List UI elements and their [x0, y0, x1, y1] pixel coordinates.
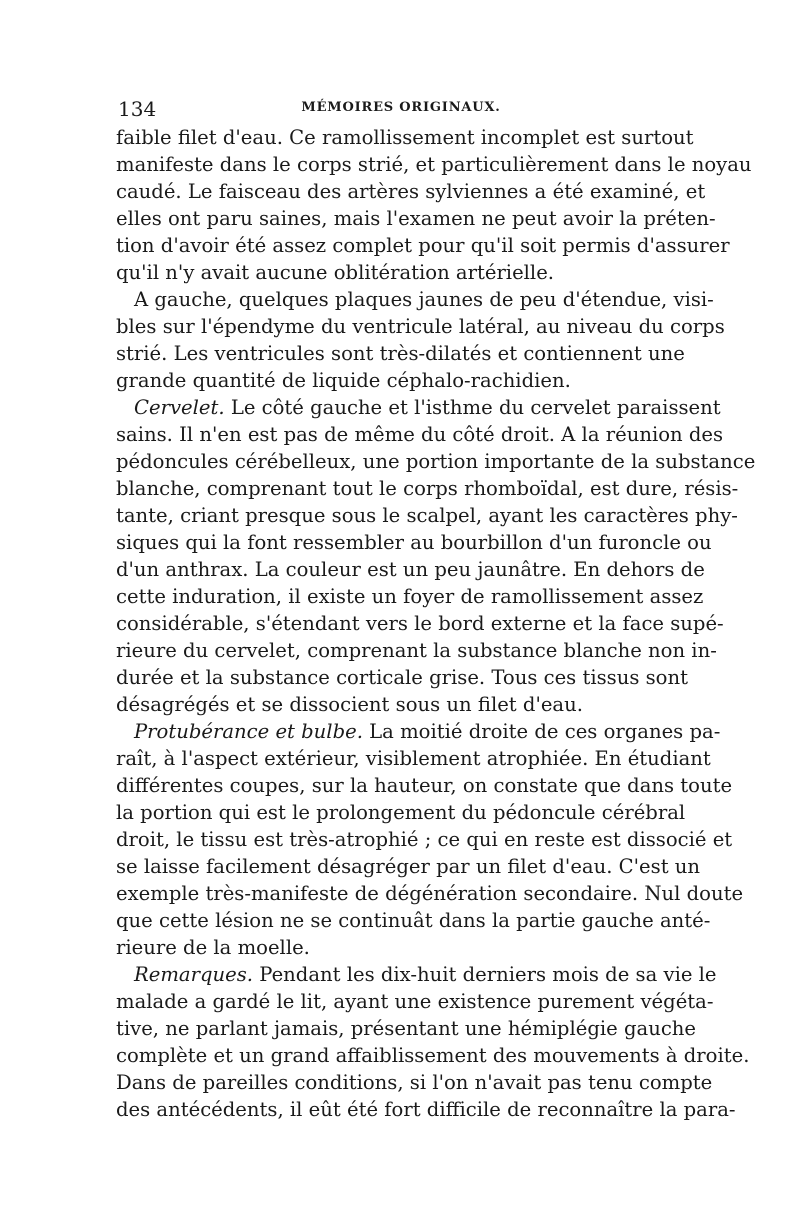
text-line: tive, ne parlant jamais, présentant une hémiplégie gauche — [116, 1017, 697, 1040]
section-heading-protuberance: Protubérance et bulbe. — [134, 720, 363, 743]
text-line: rieure du cervelet, comprenant la substance blanche non in- — [116, 639, 717, 662]
text-line: exemple très-manifeste de dégénération secondaire. Nul doute — [116, 882, 744, 905]
text-line: droit, le tissu est très-atrophié ; ce qui en reste est dissocié et — [116, 828, 733, 851]
text-line: désagrégés et se dissocient sous un filet d'eau. — [116, 693, 583, 716]
text-line: bles sur l'épendyme du ventricule latéral, au niveau du corps — [116, 315, 725, 338]
text-line: tion d'avoir été assez complet pour qu'il soit permis d'assurer — [116, 234, 730, 257]
text-line: raît, à l'aspect extérieur, visiblement atrophiée. En étudiant — [116, 747, 711, 770]
text-line: se laisse facilement désagréger par un filet d'eau. C'est un — [116, 855, 701, 878]
text-line: rieure de la moelle. — [116, 936, 310, 959]
section-heading-cervelet: Cervelet. — [134, 396, 225, 419]
text-line: des antécédents, il eût été fort difficile de reconnaître la para- — [116, 1098, 736, 1121]
text-line: que cette lésion ne se continuât dans la partie gauche anté- — [116, 909, 711, 932]
text-line: caudé. Le faisceau des artères sylviennes a été examiné, et — [116, 180, 706, 203]
text-line: siques qui la font ressembler au bourbillon d'un furoncle ou — [116, 531, 712, 554]
text-line: blanche, comprenant tout le corps rhomboïdal, est dure, résis- — [116, 477, 739, 500]
text-line: malade a gardé le lit, ayant une existence purement végéta- — [116, 990, 714, 1013]
text-line: complète et un grand affaiblissement des mouvements à droite. — [116, 1044, 750, 1067]
text-line-content: Pendant les dix-huit derniers mois de sa vie le — [253, 963, 717, 986]
text-line: manifeste dans le corps strié, et particulièrement dans le noyau — [116, 153, 752, 176]
running-title: MÉMOIRES ORIGINAUX. — [301, 100, 501, 115]
text-line: d'un anthrax. La couleur est un peu jaunâtre. En dehors de — [116, 558, 705, 581]
text-line: sains. Il n'en est pas de même du côté droit. A la réunion des — [116, 423, 724, 446]
text-line-content: La moitié droite de ces organes pa- — [362, 720, 721, 743]
text-line: Dans de pareilles conditions, si l'on n'avait pas tenu compte — [116, 1071, 713, 1094]
page-header — [118, 97, 684, 123]
text-line — [116, 394, 721, 421]
body-text — [116, 124, 756, 1123]
text-line: strié. Les ventricules sont très-dilatés et contiennent une — [116, 342, 685, 365]
section-heading-remarques: Remarques. — [134, 963, 254, 986]
text-line: cette induration, il existe un foyer de ramollissement assez — [116, 585, 704, 608]
text-line: la portion qui est le prolongement du pédoncule cérébral — [116, 801, 686, 824]
page-number: 134 — [118, 97, 157, 121]
text-line — [116, 718, 721, 745]
text-line: elles ont paru saines, mais l'examen ne peut avoir la préten- — [116, 207, 716, 230]
text-line: grande quantité de liquide céphalo-rachidien. — [116, 369, 571, 392]
text-line — [116, 961, 717, 988]
text-line: différentes coupes, sur la hauteur, on constate que dans toute — [116, 774, 733, 797]
text-line: durée et la substance corticale grise. Tous ces tissus sont — [116, 666, 688, 689]
text-line: tante, criant presque sous le scalpel, ayant les caractères phy- — [116, 504, 738, 527]
text-line: faible filet d'eau. Ce ramollissement incomplet est surtout — [116, 126, 694, 149]
text-line: qu'il n'y avait aucune oblitération artérielle. — [116, 261, 555, 284]
text-line-content: Le côté gauche et l'isthme du cervelet paraissent — [224, 396, 721, 419]
text-line: considérable, s'étendant vers le bord externe et la face supé- — [116, 612, 724, 635]
text-line: A gauche, quelques plaques jaunes de peu d'étendue, visi- — [134, 288, 714, 311]
text-line: pédoncules cérébelleux, une portion importante de la substance — [116, 450, 756, 473]
